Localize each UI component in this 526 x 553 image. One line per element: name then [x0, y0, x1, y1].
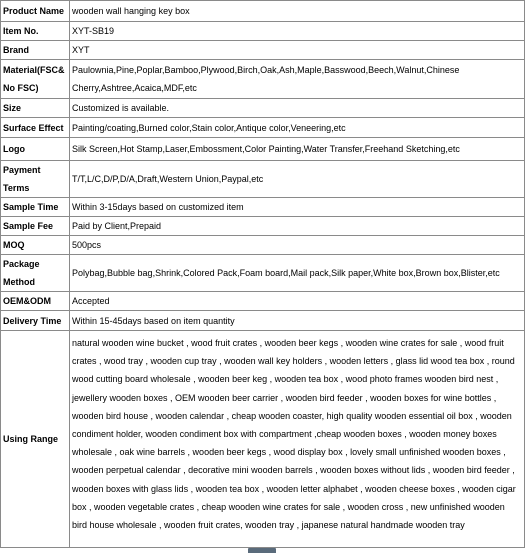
- row-label-using-range: Using Range: [1, 331, 70, 548]
- row-value-package-method: Polybag,Bubble bag,Shrink,Colored Pack,Foam board,Mail pack,Silk paper,White box,Brown box,Blister,etc: [70, 255, 525, 292]
- row-value-oem-odm: Accepted: [70, 292, 525, 311]
- row-value-material: Paulownia,Pine,Poplar,Bamboo,Plywood,Birch,Oak,Ash,Maple,Basswood,Beech,Walnut,Chinese Cherry,Ashtree,Acaica,MDF,etc: [70, 60, 525, 99]
- table-row: [1, 217, 525, 236]
- row-label-item-no: Item No.: [1, 22, 70, 41]
- table-row: [1, 99, 525, 118]
- row-label-size: Size: [1, 99, 70, 118]
- row-label-sample-time: Sample Time: [1, 198, 70, 217]
- row-value-moq: 500pcs: [70, 236, 525, 255]
- row-label-material: Material(FSC& No FSC): [1, 60, 70, 99]
- table-row: [1, 255, 525, 292]
- table-row: [1, 198, 525, 217]
- scroll-handle[interactable]: [248, 548, 276, 553]
- row-value-size: Customized is available.: [70, 99, 525, 118]
- row-label-delivery-time: Delivery Time: [1, 311, 70, 331]
- row-value-delivery-time: Within 15-45days based on item quantity: [70, 311, 525, 331]
- row-label-sample-fee: Sample Fee: [1, 217, 70, 236]
- row-value-payment-terms: T/T,L/C,D/P,D/A,Draft,Western Union,Paypal,etc: [70, 161, 525, 198]
- row-value-sample-fee: Paid by Client,Prepaid: [70, 217, 525, 236]
- row-label-oem-odm: OEM&ODM: [1, 292, 70, 311]
- row-label-moq: MOQ: [1, 236, 70, 255]
- table-row: [1, 41, 525, 60]
- row-label-surface-effect: Surface Effect: [1, 118, 70, 138]
- table-row: [1, 22, 525, 41]
- table-row: [1, 292, 525, 311]
- table-row: [1, 1, 525, 22]
- row-label-product-name: Product Name: [1, 1, 70, 22]
- row-value-sample-time: Within 3-15days based on customized item: [70, 198, 525, 217]
- row-label-brand: Brand: [1, 41, 70, 60]
- row-value-item-no: XYT-SB19: [70, 22, 525, 41]
- row-value-surface-effect: Painting/coating,Burned color,Stain color,Antique color,Veneering,etc: [70, 118, 525, 138]
- table-row: [1, 138, 525, 161]
- table-row: [1, 311, 525, 331]
- row-value-product-name: wooden wall hanging key box: [70, 1, 525, 22]
- row-label-logo: Logo: [1, 138, 70, 161]
- table-row: [1, 161, 525, 198]
- row-value-logo: Silk Screen,Hot Stamp,Laser,Embossment,Color Painting,Water Transfer,Freehand Sketching,etc: [70, 138, 525, 161]
- table-row: [1, 236, 525, 255]
- row-label-package-method: Package Method: [1, 255, 70, 292]
- table-row: [1, 331, 525, 548]
- table-row: [1, 118, 525, 138]
- row-label-payment-terms: Payment Terms: [1, 161, 70, 198]
- table-row: [1, 60, 525, 99]
- row-value-using-range: natural wooden wine bucket , wood fruit crates , wooden beer kegs , wooden wine crates for sale , wood fruit crates , wood tray , wooden cup tray , wooden wall key holders , wooden letters , glass lid wood tea box , round wood cutting board wholesale , wooden beer keg , wooden tea box , wood photo frames wooden bird nest , jewellery wooden boxes , OEM wooden beer carrier , wooden bird feeder , wooden boxes for wine bottles , wooden bird house , wooden calendar , cheap wooden coaster, high quality wooden essential oil box , wooden condiment holder, wooden condiment box with compartment ,cheap wooden boxes , wooden money boxes wholesale , oak wine barrels , wooden beer kegs , wood display box , lovely small unfinished wooden boxes , wooden perpetual calendar , decorative mini wooden barrels , wooden boxes without lids , wooden bird feeder , wooden boxes with glass lids , wooden tea box , wooden letter alphabet , wooden cheese boxes , wooden cigar box , wooden vegetable crates , cheap wooden wine crates for sale , wooden cross , new unfinished wooden bird house wholesale , wooden fruit crates, wooden tray , japanese natural handmade wooden tray: [70, 331, 525, 548]
- row-value-brand: XYT: [70, 41, 525, 60]
